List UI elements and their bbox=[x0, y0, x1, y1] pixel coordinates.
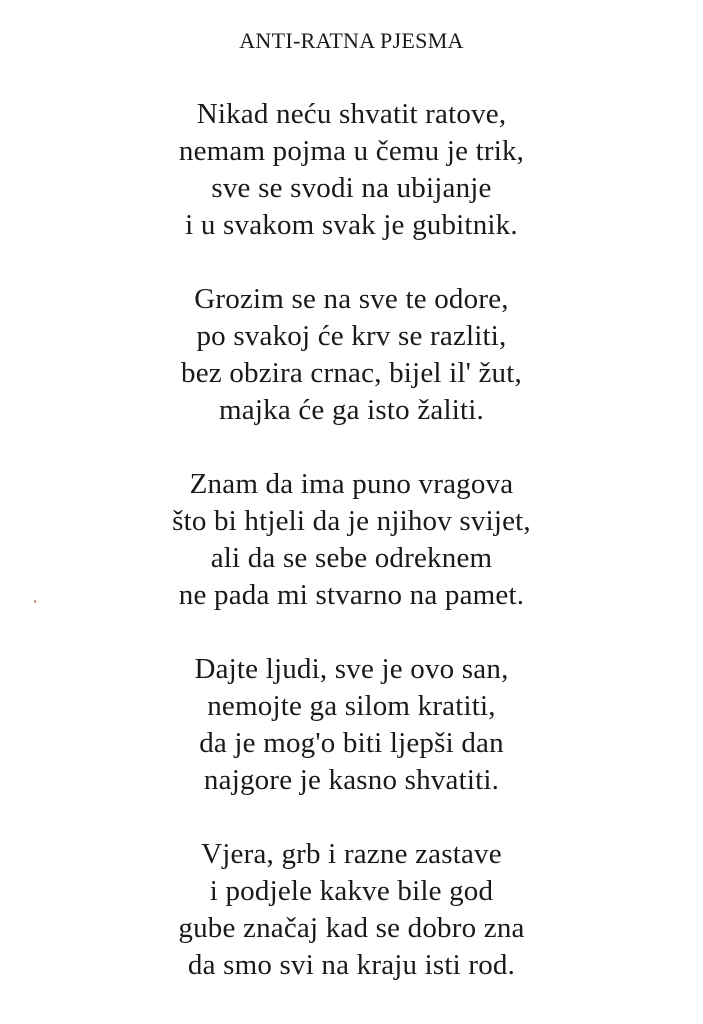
poem-title: ANTI-RATNA PJESMA bbox=[239, 28, 464, 53]
poem-line: i podjele kakve bile god bbox=[209, 875, 494, 907]
stanza-1 bbox=[0, 96, 703, 244]
poem-line: i u svakom svak je gubitnik. bbox=[185, 209, 518, 241]
poem-line: bez obzira crnac, bijel il' žut, bbox=[181, 357, 522, 389]
poem-line: po svakoj će krv se razliti, bbox=[196, 320, 507, 352]
poem-line: nemojte ga silom kratiti, bbox=[207, 690, 496, 722]
stanza-2 bbox=[0, 281, 703, 429]
poem-line: sve se svodi na ubijanje bbox=[211, 172, 492, 204]
poem-line: Dajte ljudi, sve je ovo san, bbox=[194, 653, 509, 685]
poem-line: Znam da ima puno vragova bbox=[189, 468, 514, 500]
poem-line: gube značaj kad se dobro zna bbox=[178, 912, 525, 944]
poem-line: Vjera, grb i razne zastave bbox=[201, 838, 502, 870]
stanza-5 bbox=[0, 836, 703, 984]
poem-line: Nikad neću shvatit ratove, bbox=[196, 98, 507, 130]
poem-line: što bi htjeli da je njihov svijet, bbox=[172, 505, 531, 537]
poem-line: Grozim se na sve te odore, bbox=[194, 283, 509, 315]
poem-line: ne pada mi stvarno na pamet. bbox=[178, 579, 525, 611]
stanza-3 bbox=[0, 466, 703, 614]
poem-line: ali da se sebe odreknem bbox=[210, 542, 493, 574]
poem-line: da je mog'o biti ljepši dan bbox=[199, 727, 504, 759]
poem-line: majka će ga isto žaliti. bbox=[219, 394, 484, 426]
poem-line: da smo svi na kraju isti rod. bbox=[187, 949, 516, 981]
stanza-4 bbox=[0, 651, 703, 799]
poem-body bbox=[0, 96, 703, 1021]
paper-speck bbox=[34, 600, 36, 603]
poem-line: nemam pojma u čemu je trik, bbox=[178, 135, 525, 167]
poem-line: najgore je kasno shvatiti. bbox=[203, 764, 500, 796]
